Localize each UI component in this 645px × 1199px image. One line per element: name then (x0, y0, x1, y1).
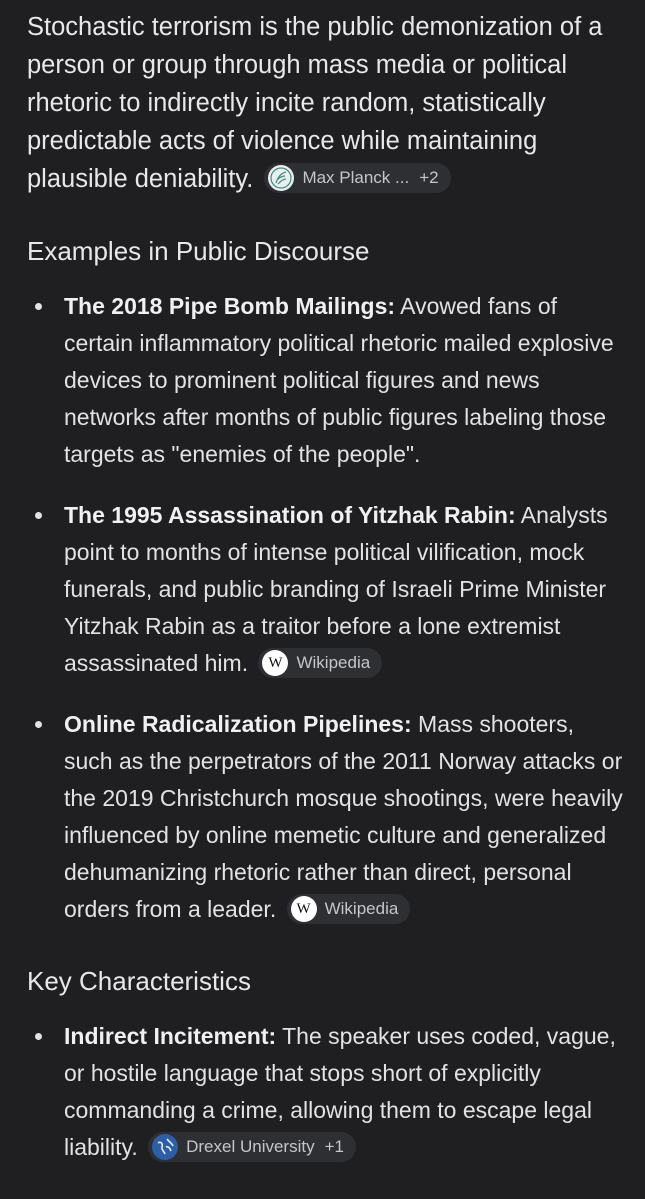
section-heading-characteristics: Key Characteristics (27, 966, 251, 996)
characteristics-list (27, 1018, 623, 1166)
list-item-title: Online Radicalization Pipelines: (64, 711, 412, 737)
examples-list (27, 288, 623, 928)
intro-text: Stochastic terrorism is the public demonization of a person or group through mass media or political rhetoric to indirectly incite random, statistically predictable acts of violence while maintaining plausible deniability. (27, 13, 603, 193)
source-chip-extra: +2 (419, 168, 439, 188)
list-item-body: Analysts point to months of intense political vilification, mock funerals, and public branding of Israeli Prime Minister Yitzhak Rabin as a traitor before a lone extremist assassinated him. (64, 502, 608, 676)
globe-icon (152, 1134, 178, 1160)
wikipedia-icon: W (291, 896, 317, 922)
list-item-body: The speaker uses coded, vague, or hostile language that stops short of explicitly commanding a crime, allowing them to escape legal liability. (64, 1023, 616, 1160)
list-item-body: Mass shooters, such as the perpetrators of the 2011 Norway attacks or the 2019 Christchurch mosque shootings, were heavily influenced by online memetic culture and generalized dehumanizing rhetoric rather than direct, personal orders from a leader. (64, 711, 623, 922)
source-chip-wikipedia[interactable] (258, 648, 382, 678)
wikipedia-icon: W (262, 650, 288, 676)
intro-paragraph (27, 8, 623, 198)
source-chip-label: Wikipedia (324, 898, 399, 918)
bullet-icon (35, 1033, 42, 1040)
list-item-title: Indirect Incitement: (64, 1023, 277, 1049)
list-item-body: Avowed fans of certain inflammatory political rhetoric mailed explosive devices to prominent political figures and news networks after months of public figures labeling those targets as "enemies of the people". (64, 293, 614, 467)
bullet-icon (35, 512, 42, 519)
bullet-icon (35, 303, 42, 310)
list-item (27, 1018, 623, 1166)
bullet-icon (35, 721, 42, 728)
list-item (27, 706, 623, 928)
list-item-title: The 1995 Assassination of Yitzhak Rabin: (64, 502, 516, 528)
source-chip-wikipedia[interactable] (287, 894, 411, 924)
list-item (27, 497, 623, 682)
list-item-title: The 2018 Pipe Bomb Mailings: (64, 293, 396, 319)
max-planck-logo-icon (268, 165, 294, 191)
source-chip-extra: +1 (324, 1136, 344, 1156)
source-chip-label: Drexel University (186, 1136, 315, 1156)
source-chip-label: Wikipedia (296, 652, 371, 672)
list-item (27, 288, 623, 473)
source-chip-drexel[interactable] (148, 1132, 356, 1162)
source-chip-label: Max Planck ... (302, 168, 410, 188)
source-chip-max-planck[interactable] (264, 163, 450, 193)
section-heading-examples: Examples in Public Discourse (27, 236, 370, 266)
